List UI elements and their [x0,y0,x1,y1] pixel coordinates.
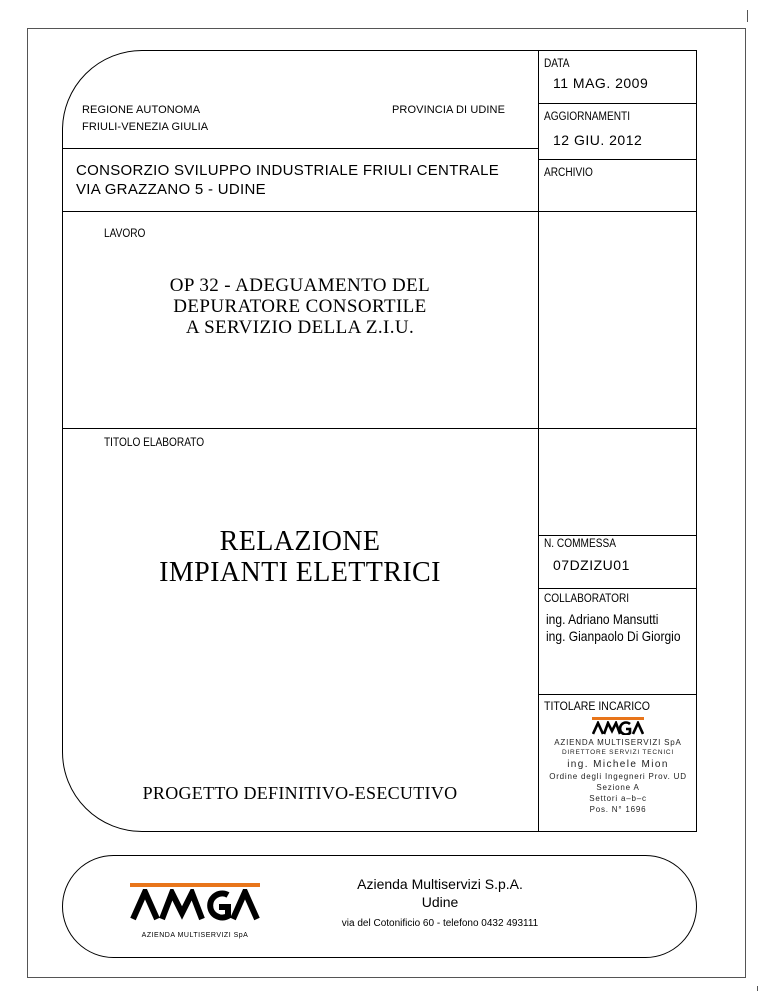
commessa-value: 07DZIZU01 [553,557,630,573]
work-title [62,275,538,338]
footer-logo-caption: AZIENDA MULTISERVIZI SpA [141,932,249,939]
stamp-dept: DIRETTORE SERVIZI TECNICI [561,749,675,756]
consortium-line1: CONSORZIO SVILUPPO INDUSTRIALE FRIULI CENTRALE [76,162,500,179]
divider-consortium [62,211,538,212]
work-title-line3: A SERVIZIO DELLA Z.I.U. [185,317,415,338]
footer-company: Azienda Multiservizi S.p.A. [357,876,523,892]
stamp-engineer: ing. Michele Mion [567,759,669,770]
data-label: DATA [544,58,570,70]
consortium-line2: VIA GRAZZANO 5 - UDINE [76,181,266,198]
bottom-tick [757,986,758,991]
updates-value: 12 GIU. 2012 [553,132,643,148]
collaborator-1: ing. Adriano Mansutti [546,611,659,627]
stamp-logo [592,717,644,735]
divider-data [538,103,697,104]
region-line2: FRIULI-VENEZIA GIULIA [82,121,209,133]
stamp-section: Sezione A [596,783,640,792]
divider-commessa [538,535,697,536]
document-title-line2: IMPIANTI ELETTRICI [159,557,441,588]
collaborator-2: ing. Gianpaolo Di Giorgio [546,628,681,644]
work-title-line2: DEPURATORE CONSORTILE [173,296,427,317]
stamp-order: Ordine degli Ingegneri Prov. UD [549,772,687,781]
footer-logo-icon [130,889,260,921]
collaborators-label: COLLABORATORI [544,593,630,605]
side-column-divider [538,50,539,832]
archive-label: ARCHIVIO [544,167,593,179]
work-title-line1: OP 32 - ADEGUAMENTO DEL [169,275,431,296]
region-line1: REGIONE AUTONOMA [82,104,201,116]
work-label: LAVORO [104,228,146,240]
divider-archive [538,211,697,212]
divider-commessa-value [538,588,697,589]
footer-address: via del Cotonificio 60 - telefono 0432 493111 [341,918,539,929]
data-value: 11 MAG. 2009 [553,75,649,91]
stamp-logo-bar [592,717,644,720]
footer-logo-bar [130,883,260,887]
stamp-logo-icon [592,721,644,735]
commessa-label: N. COMMESSA [544,538,616,550]
divider-collaborators [538,694,697,695]
divider-archive2 [538,428,697,429]
corner-mark [747,10,748,22]
province-label: PROVINCIA DI UDINE [392,104,506,116]
stamp-position: Pos. N° 1696 [589,805,647,814]
divider-updates [538,159,697,160]
stamp-sectors: Settori a–b–c [589,794,647,803]
updates-label: AGGIORNAMENTI [544,111,631,123]
stamp-company: AZIENDA MULTISERVIZI SpA [554,738,682,747]
document-title [62,526,538,588]
footer-city: Udine [421,894,459,910]
document-title-line1: RELAZIONE [219,526,381,557]
divider-header [62,148,538,149]
footer-logo [130,883,260,927]
document-label: TITOLO ELABORATO [104,437,205,449]
holder-label: TITOLARE INCARICO [544,699,651,713]
project-phase: PROGETTO DEFINITIVO-ESECUTIVO [142,783,458,803]
divider-work [62,428,538,429]
